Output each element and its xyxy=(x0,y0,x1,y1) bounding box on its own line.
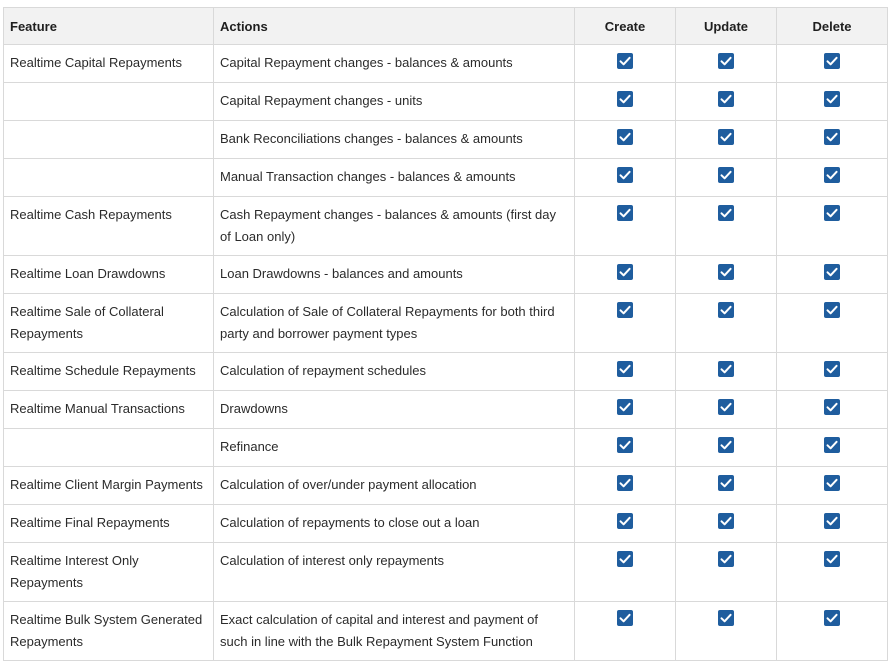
table-row xyxy=(4,256,888,294)
create-cell xyxy=(575,197,676,256)
feature-cell xyxy=(4,159,214,197)
update-cell xyxy=(676,45,777,83)
delete-cell xyxy=(777,543,888,602)
feature-cell: Realtime Manual Transactions xyxy=(4,391,214,429)
feature-cell xyxy=(4,121,214,159)
action-cell: Calculation of repayments to close out a loan xyxy=(214,505,575,543)
update-checked-checkbox-icon[interactable] xyxy=(718,399,734,415)
permissions-table-container xyxy=(3,7,888,661)
header-update: Update xyxy=(676,8,777,45)
update-checked-checkbox-icon[interactable] xyxy=(718,437,734,453)
create-cell xyxy=(575,429,676,467)
create-cell xyxy=(575,294,676,353)
delete-checked-checkbox-icon[interactable] xyxy=(824,91,840,107)
delete-cell xyxy=(777,159,888,197)
action-cell: Manual Transaction changes - balances & amounts xyxy=(214,159,575,197)
delete-cell xyxy=(777,294,888,353)
create-cell xyxy=(575,256,676,294)
header-actions: Actions xyxy=(214,8,575,45)
feature-cell: Realtime Loan Drawdowns xyxy=(4,256,214,294)
update-cell xyxy=(676,391,777,429)
delete-cell xyxy=(777,602,888,661)
create-cell xyxy=(575,121,676,159)
update-cell xyxy=(676,353,777,391)
action-cell: Calculation of repayment schedules xyxy=(214,353,575,391)
create-cell xyxy=(575,353,676,391)
table-row xyxy=(4,197,888,256)
delete-cell xyxy=(777,353,888,391)
create-cell xyxy=(575,543,676,602)
delete-checked-checkbox-icon[interactable] xyxy=(824,205,840,221)
update-checked-checkbox-icon[interactable] xyxy=(718,302,734,318)
feature-cell xyxy=(4,83,214,121)
delete-checked-checkbox-icon[interactable] xyxy=(824,361,840,377)
create-cell xyxy=(575,467,676,505)
update-cell xyxy=(676,467,777,505)
table-row xyxy=(4,391,888,429)
update-cell xyxy=(676,159,777,197)
table-body xyxy=(4,45,888,661)
update-checked-checkbox-icon[interactable] xyxy=(718,205,734,221)
create-cell xyxy=(575,159,676,197)
header-create: Create xyxy=(575,8,676,45)
update-checked-checkbox-icon[interactable] xyxy=(718,264,734,280)
create-checked-checkbox-icon[interactable] xyxy=(617,129,633,145)
update-cell xyxy=(676,83,777,121)
delete-checked-checkbox-icon[interactable] xyxy=(824,264,840,280)
create-checked-checkbox-icon[interactable] xyxy=(617,437,633,453)
feature-cell: Realtime Cash Repayments xyxy=(4,197,214,256)
feature-cell: Realtime Client Margin Payments xyxy=(4,467,214,505)
delete-checked-checkbox-icon[interactable] xyxy=(824,53,840,69)
create-checked-checkbox-icon[interactable] xyxy=(617,610,633,626)
update-checked-checkbox-icon[interactable] xyxy=(718,53,734,69)
create-checked-checkbox-icon[interactable] xyxy=(617,513,633,529)
permissions-table xyxy=(3,7,888,661)
table-row xyxy=(4,602,888,661)
update-checked-checkbox-icon[interactable] xyxy=(718,129,734,145)
action-cell: Drawdowns xyxy=(214,391,575,429)
create-checked-checkbox-icon[interactable] xyxy=(617,399,633,415)
update-checked-checkbox-icon[interactable] xyxy=(718,475,734,491)
delete-checked-checkbox-icon[interactable] xyxy=(824,399,840,415)
action-cell: Calculation of over/under payment allocation xyxy=(214,467,575,505)
table-row xyxy=(4,121,888,159)
header-feature: Feature xyxy=(4,8,214,45)
create-checked-checkbox-icon[interactable] xyxy=(617,361,633,377)
feature-cell: Realtime Final Repayments xyxy=(4,505,214,543)
update-cell xyxy=(676,505,777,543)
delete-checked-checkbox-icon[interactable] xyxy=(824,167,840,183)
feature-cell: Realtime Sale of Collateral Repayments xyxy=(4,294,214,353)
update-checked-checkbox-icon[interactable] xyxy=(718,91,734,107)
create-checked-checkbox-icon[interactable] xyxy=(617,475,633,491)
delete-cell xyxy=(777,121,888,159)
action-cell: Cash Repayment changes - balances & amounts (first day of Loan only) xyxy=(214,197,575,256)
delete-cell xyxy=(777,83,888,121)
feature-cell: Realtime Interest Only Repayments xyxy=(4,543,214,602)
create-checked-checkbox-icon[interactable] xyxy=(617,53,633,69)
action-cell: Capital Repayment changes - units xyxy=(214,83,575,121)
table-row xyxy=(4,45,888,83)
action-cell: Capital Repayment changes - balances & amounts xyxy=(214,45,575,83)
update-cell xyxy=(676,429,777,467)
table-row xyxy=(4,83,888,121)
action-cell: Calculation of Sale of Collateral Repayments for both third party and borrower payment types xyxy=(214,294,575,353)
table-row xyxy=(4,353,888,391)
delete-cell xyxy=(777,467,888,505)
create-cell xyxy=(575,505,676,543)
action-cell: Loan Drawdowns - balances and amounts xyxy=(214,256,575,294)
delete-checked-checkbox-icon[interactable] xyxy=(824,437,840,453)
create-checked-checkbox-icon[interactable] xyxy=(617,264,633,280)
table-row xyxy=(4,429,888,467)
delete-checked-checkbox-icon[interactable] xyxy=(824,551,840,567)
delete-cell xyxy=(777,197,888,256)
update-checked-checkbox-icon[interactable] xyxy=(718,551,734,567)
delete-checked-checkbox-icon[interactable] xyxy=(824,302,840,318)
create-cell xyxy=(575,45,676,83)
update-checked-checkbox-icon[interactable] xyxy=(718,610,734,626)
delete-cell xyxy=(777,505,888,543)
table-row xyxy=(4,505,888,543)
delete-cell xyxy=(777,429,888,467)
header-delete: Delete xyxy=(777,8,888,45)
delete-checked-checkbox-icon[interactable] xyxy=(824,129,840,145)
update-cell xyxy=(676,294,777,353)
table-row xyxy=(4,294,888,353)
table-row xyxy=(4,467,888,505)
update-checked-checkbox-icon[interactable] xyxy=(718,513,734,529)
action-cell: Refinance xyxy=(214,429,575,467)
create-checked-checkbox-icon[interactable] xyxy=(617,91,633,107)
action-cell: Calculation of interest only repayments xyxy=(214,543,575,602)
action-cell: Exact calculation of capital and interest and payment of such in line with the Bulk Repayment System Function xyxy=(214,602,575,661)
update-cell xyxy=(676,256,777,294)
delete-checked-checkbox-icon[interactable] xyxy=(824,513,840,529)
create-cell xyxy=(575,602,676,661)
feature-cell: Realtime Bulk System Generated Repayments xyxy=(4,602,214,661)
feature-cell: Realtime Capital Repayments xyxy=(4,45,214,83)
feature-cell: Realtime Schedule Repayments xyxy=(4,353,214,391)
update-cell xyxy=(676,121,777,159)
header-row xyxy=(4,8,888,45)
update-checked-checkbox-icon[interactable] xyxy=(718,361,734,377)
create-checked-checkbox-icon[interactable] xyxy=(617,205,633,221)
create-cell xyxy=(575,391,676,429)
create-checked-checkbox-icon[interactable] xyxy=(617,551,633,567)
create-checked-checkbox-icon[interactable] xyxy=(617,302,633,318)
table-row xyxy=(4,159,888,197)
update-cell xyxy=(676,197,777,256)
action-cell: Bank Reconciliations changes - balances & amounts xyxy=(214,121,575,159)
update-checked-checkbox-icon[interactable] xyxy=(718,167,734,183)
delete-cell xyxy=(777,45,888,83)
delete-cell xyxy=(777,391,888,429)
feature-cell xyxy=(4,429,214,467)
create-cell xyxy=(575,83,676,121)
table-row xyxy=(4,543,888,602)
create-checked-checkbox-icon[interactable] xyxy=(617,167,633,183)
update-cell xyxy=(676,602,777,661)
delete-checked-checkbox-icon[interactable] xyxy=(824,475,840,491)
update-cell xyxy=(676,543,777,602)
delete-cell xyxy=(777,256,888,294)
table-header xyxy=(4,8,888,45)
delete-checked-checkbox-icon[interactable] xyxy=(824,610,840,626)
